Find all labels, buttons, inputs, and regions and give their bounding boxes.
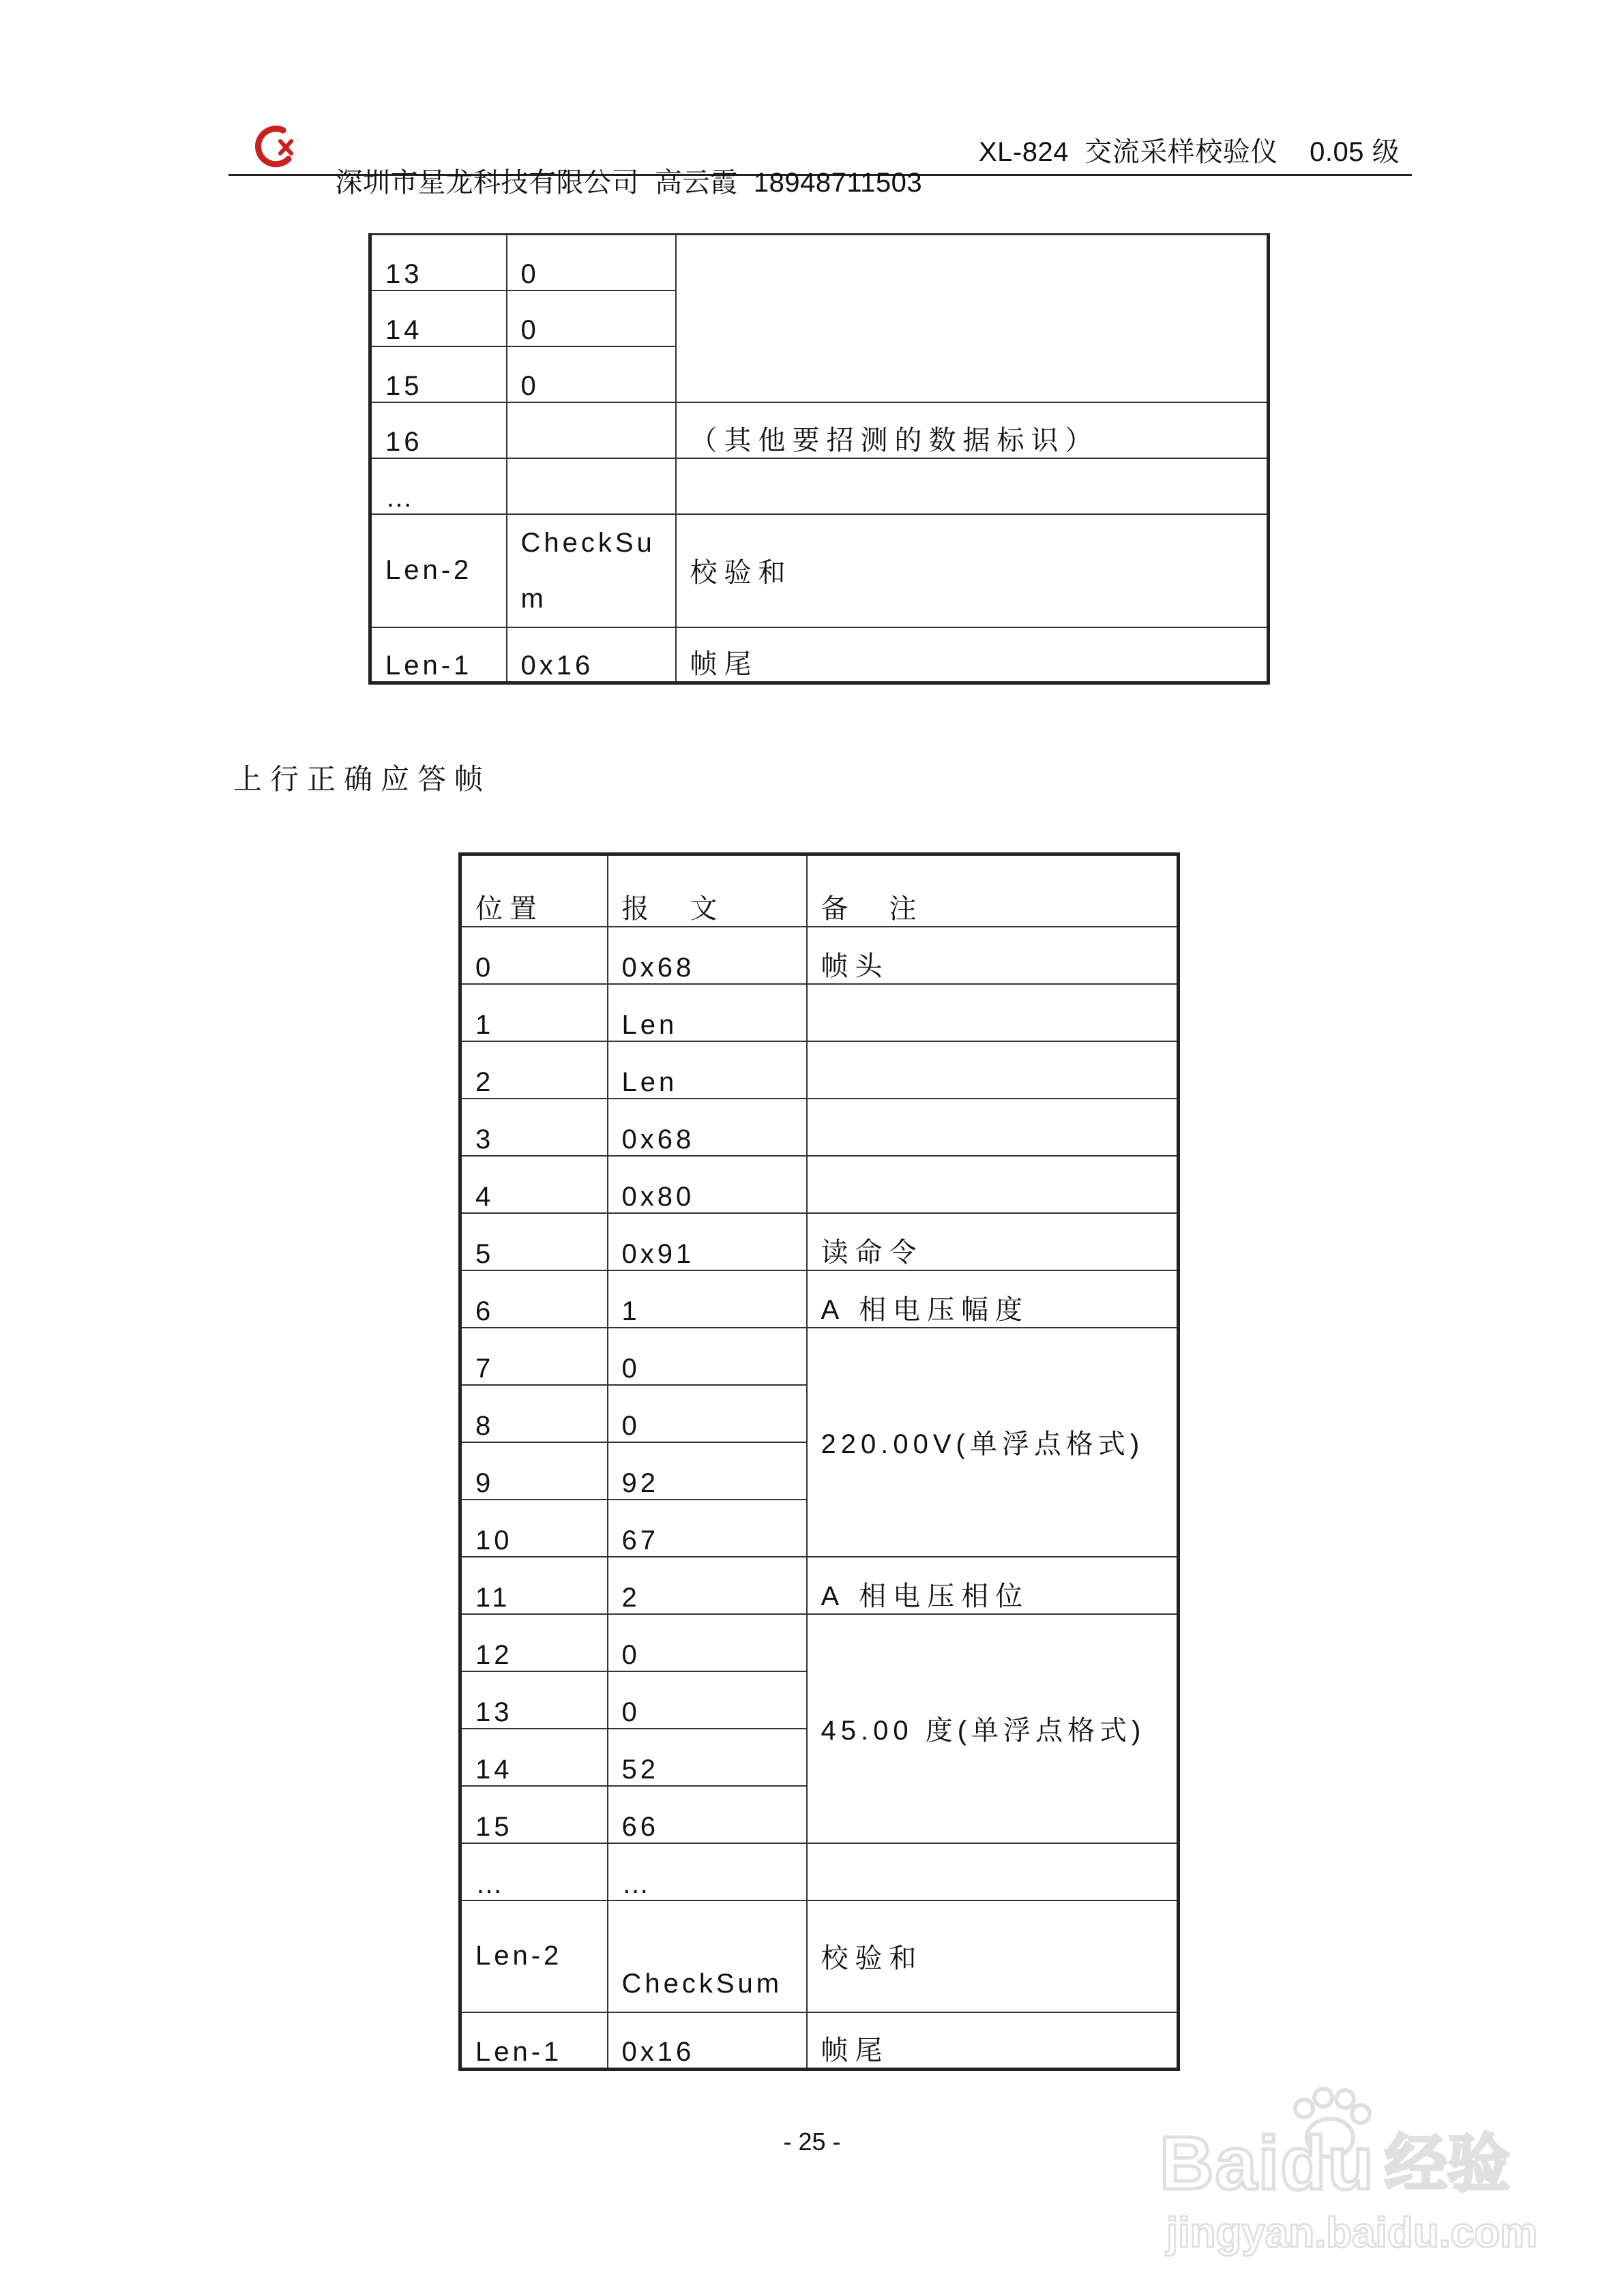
table-cell: 0x80 bbox=[608, 1156, 807, 1213]
table-row bbox=[460, 1614, 1179, 1671]
table-cell: A 相电压相位 bbox=[807, 1557, 1179, 1614]
xinglong-logo-icon bbox=[253, 121, 302, 170]
table-cell bbox=[676, 458, 1269, 514]
table-cell: 0 bbox=[507, 346, 676, 402]
table-cell: 2 bbox=[608, 1557, 807, 1614]
table-cell: 7 bbox=[460, 1328, 608, 1385]
table-cell: 45.00 度(单浮点格式) bbox=[807, 1614, 1179, 1843]
section-title: 上行正确应答帧 bbox=[233, 763, 492, 795]
table-header-row bbox=[460, 854, 1179, 927]
table-row bbox=[460, 1557, 1179, 1614]
table-cell: 9 bbox=[460, 1442, 608, 1500]
table-cell: 读命令 bbox=[807, 1213, 1179, 1270]
table-cell bbox=[507, 458, 676, 514]
watermark-brand: Baidu bbox=[1160, 2121, 1375, 2205]
table-cell: 0 bbox=[460, 927, 608, 984]
table-cell: CheckSum bbox=[507, 514, 676, 627]
table-cell: 帧尾 bbox=[807, 2012, 1179, 2070]
table-row bbox=[370, 514, 1269, 627]
continuation-table bbox=[368, 233, 1270, 685]
table-row bbox=[460, 1099, 1179, 1156]
table-cell bbox=[807, 1156, 1179, 1213]
table-cell: 校验和 bbox=[807, 1900, 1179, 2012]
column-header-remark: 备 注 bbox=[807, 854, 1179, 927]
column-header-position: 位置 bbox=[460, 854, 608, 927]
table-row bbox=[370, 458, 1269, 514]
table-cell: 8 bbox=[460, 1385, 608, 1442]
table-row bbox=[370, 235, 1269, 290]
table-cell bbox=[807, 1099, 1179, 1156]
table-cell: 0 bbox=[608, 1614, 807, 1671]
table-cell: 0x16 bbox=[507, 627, 676, 683]
table-cell: Len bbox=[608, 1041, 807, 1099]
table-row bbox=[460, 2012, 1179, 2070]
table-cell: Len-2 bbox=[460, 1900, 608, 2012]
table-cell: 92 bbox=[608, 1442, 807, 1500]
table-cell: 13 bbox=[370, 235, 507, 290]
table-cell: 0 bbox=[608, 1671, 807, 1729]
table-cell: 0 bbox=[608, 1385, 807, 1442]
table-cell: 2 bbox=[460, 1041, 608, 1099]
table-row bbox=[460, 984, 1179, 1041]
table-cell: 0x68 bbox=[608, 927, 807, 984]
table-cell: 帧尾 bbox=[676, 627, 1269, 683]
table-cell: 12 bbox=[460, 1614, 608, 1671]
table-cell: 0 bbox=[507, 290, 676, 346]
table-cell: 1 bbox=[460, 984, 608, 1041]
table-cell: Len-2 bbox=[370, 514, 507, 627]
table-cell bbox=[807, 1843, 1179, 1900]
table-cell: 4 bbox=[460, 1156, 608, 1213]
response-frame-table bbox=[458, 852, 1180, 2071]
baidu-jingyan-watermark bbox=[1153, 2073, 1562, 2278]
table-cell: 67 bbox=[608, 1500, 807, 1557]
table-cell: 220.00V(单浮点格式) bbox=[807, 1328, 1179, 1557]
page-header bbox=[228, 119, 1412, 198]
table-cell: 15 bbox=[370, 346, 507, 402]
table-cell: … bbox=[460, 1843, 608, 1900]
table-row bbox=[460, 1843, 1179, 1900]
table-cell: 1 bbox=[608, 1270, 807, 1328]
table-row bbox=[370, 402, 1269, 458]
table-row bbox=[460, 1041, 1179, 1099]
table-cell: （其他要招测的数据标识） bbox=[676, 402, 1269, 458]
table-cell: 校验和 bbox=[676, 514, 1269, 627]
table-row bbox=[460, 1270, 1179, 1328]
header-model: XL-824 交流采样校验仪 0.05 级 bbox=[979, 137, 1400, 167]
table-cell: CheckSum bbox=[608, 1900, 807, 2012]
table-cell: 52 bbox=[608, 1729, 807, 1786]
table-cell bbox=[507, 402, 676, 458]
table-cell: 10 bbox=[460, 1500, 608, 1557]
table-cell: 66 bbox=[608, 1786, 807, 1843]
header-company: 深圳市星龙科技有限公司 高云霞 18948711503 bbox=[335, 168, 923, 198]
table-cell: 13 bbox=[460, 1671, 608, 1729]
table-row bbox=[460, 1213, 1179, 1270]
table-row bbox=[460, 1900, 1179, 2012]
table-cell: 6 bbox=[460, 1270, 608, 1328]
table-cell: 15 bbox=[460, 1786, 608, 1843]
table-row bbox=[460, 927, 1179, 984]
watermark-url: jingyan.baidu.com bbox=[1166, 2209, 1538, 2256]
table-cell: 0 bbox=[608, 1328, 807, 1385]
table-cell: 帧头 bbox=[807, 927, 1179, 984]
table-cell: … bbox=[370, 458, 507, 514]
table-cell: 14 bbox=[460, 1729, 608, 1786]
watermark-brand-cn: 经验 bbox=[1385, 2128, 1511, 2201]
table-cell: … bbox=[608, 1843, 807, 1900]
table-row bbox=[370, 627, 1269, 683]
table-cell bbox=[676, 235, 1269, 402]
table-row bbox=[460, 1156, 1179, 1213]
table-cell: A 相电压幅度 bbox=[807, 1270, 1179, 1328]
column-header-message: 报 文 bbox=[608, 854, 807, 927]
table-cell: 0 bbox=[507, 235, 676, 290]
table-cell: 0x68 bbox=[608, 1099, 807, 1156]
table-cell: 3 bbox=[460, 1099, 608, 1156]
table-cell: 14 bbox=[370, 290, 507, 346]
table-row bbox=[460, 1328, 1179, 1385]
table-cell: Len-1 bbox=[370, 627, 507, 683]
table-cell: 0x91 bbox=[608, 1213, 807, 1270]
table-cell: 11 bbox=[460, 1557, 608, 1614]
table-cell: Len-1 bbox=[460, 2012, 608, 2070]
table-cell: 5 bbox=[460, 1213, 608, 1270]
table-cell bbox=[807, 1041, 1179, 1099]
table-cell: 16 bbox=[370, 402, 507, 458]
table-cell: Len bbox=[608, 984, 807, 1041]
table-cell: 0x16 bbox=[608, 2012, 807, 2070]
table-cell bbox=[807, 984, 1179, 1041]
page-number: - 25 - bbox=[783, 2128, 841, 2156]
